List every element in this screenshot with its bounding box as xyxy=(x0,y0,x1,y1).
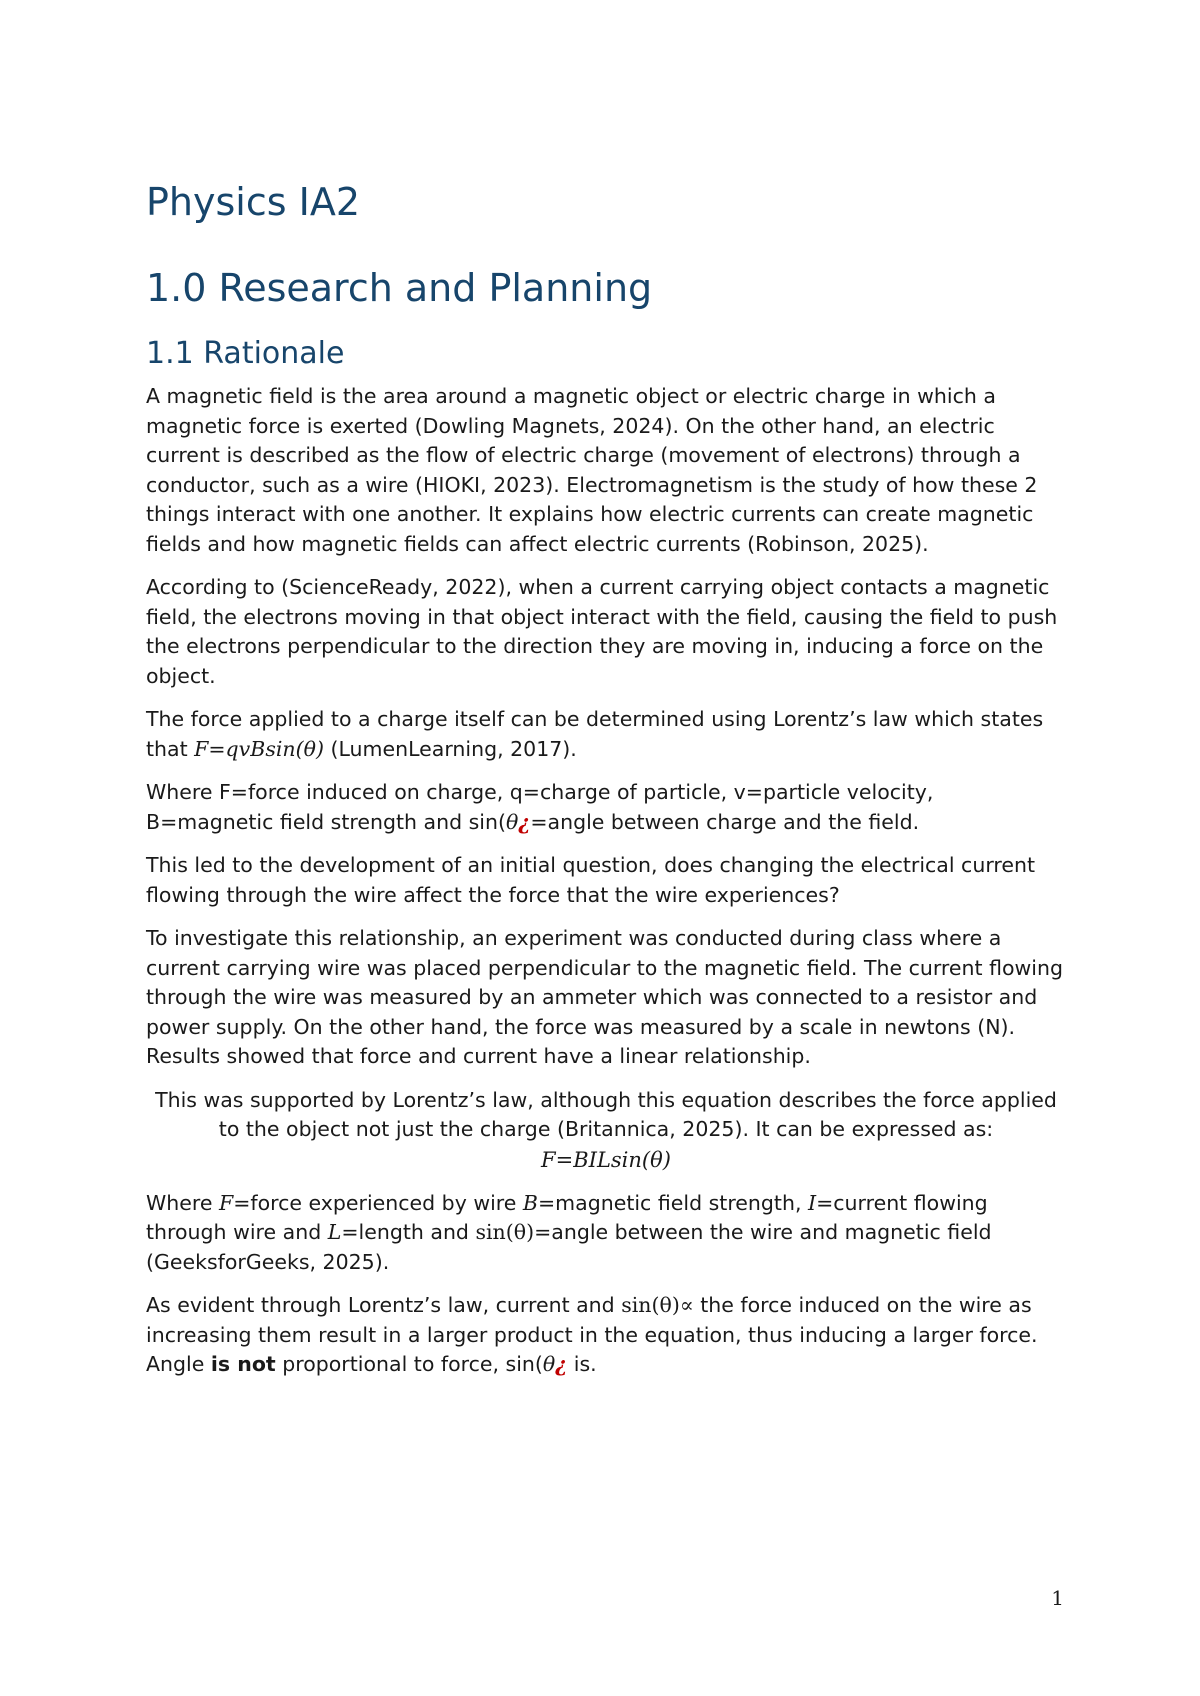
document-title: Physics IA2 xyxy=(146,180,360,224)
text-run: As evident through Lorentz’s law, current and xyxy=(146,1293,622,1317)
text-run: =force experienced by wire xyxy=(233,1190,523,1215)
section-heading-1: 1.0 Research and Planning xyxy=(146,266,653,310)
paragraph-1: A magnetic field is the area around a magnetic object or electric charge in which a magnetic force is exerted (Dowling Magnets, 2024). On the other hand, an electric current is described as the flow of electric charge (movement of electrons) through a conductor, such as a wire (HIOKI, 2023). Electromagnetism is the study of how these 2 things interact with one another. It explains how electric currents can create magnetic fields and how magnetic fields can affect electric currents (Robinson, 2025). xyxy=(146,384,1038,556)
text-run: proportional to force, sin( xyxy=(275,1352,543,1376)
render-error-glyph: ¿ xyxy=(518,809,531,834)
theta-symbol: θ xyxy=(542,1352,556,1376)
text-run: =angle between the wire and magnetic field (GeeksforGeeks, 2025). xyxy=(146,1220,992,1274)
text-run: is. xyxy=(567,1352,597,1376)
variable-b: B xyxy=(522,1190,538,1215)
text-run: (LumenLearning, 2017). xyxy=(323,736,577,761)
document-body xyxy=(146,178,1066,1394)
variable-f: F xyxy=(218,1190,234,1215)
theta-symbol: θ xyxy=(505,809,519,834)
text-run: =angle between charge and the field. xyxy=(530,809,920,834)
text-run: The force applied to a charge itself can be determined using Lorentz’s law which states that xyxy=(146,707,1044,761)
render-error-glyph: ¿ xyxy=(555,1352,568,1376)
section-heading-1-1: 1.1 Rationale xyxy=(146,336,345,371)
paragraph-5: This led to the development of an initial question, does changing the electrical current flowing through the wire affect the force that the wire experiences? xyxy=(146,853,1036,907)
paragraph-3 xyxy=(146,705,1066,764)
force-equation: F=BILsin(θ) xyxy=(541,1147,671,1172)
bold-emphasis: is not xyxy=(210,1352,276,1376)
sin-theta-proportional: sin(θ)∝ xyxy=(621,1293,694,1317)
paragraph-7: This was supported by Lorentz’s law, although this equation describes the force applied to the object not just the charge (Britannica, 2025). It can be expressed as: xyxy=(155,1087,1057,1141)
paragraph-9 xyxy=(146,1291,1066,1380)
sin-theta: sin(θ) xyxy=(475,1220,535,1244)
text-run: Where F=force induced on charge, q=charge of particle, v=particle velocity, B=magnetic field strength and sin( xyxy=(146,780,934,834)
text-run: the force induced on the wire as increasing them result in a larger product in the equation, thus inducing a larger force. Angle xyxy=(146,1293,1038,1376)
paragraph-6: To investigate this relationship, an experiment was conducted during class where a current carrying wire was placed perpendicular to the magnetic field. The current flowing through the wire was measured by an ammeter which was connected to a resistor and power supply. On the other hand, the force was measured by a scale in newtons (N). Results showed that force and current have a linear relationship. xyxy=(146,926,1063,1068)
variable-l: L xyxy=(327,1220,342,1244)
variable-i: I xyxy=(807,1190,817,1215)
page-number: 1 xyxy=(1051,1586,1064,1610)
lorentz-equation-inline: F=qvBsin(θ) xyxy=(194,736,324,761)
text-run: =magnetic field strength, xyxy=(538,1190,808,1215)
paragraph-8 xyxy=(146,1189,1066,1278)
text-run: Where xyxy=(146,1190,219,1215)
paragraph-2: According to (ScienceReady, 2022), when a current carrying object contacts a magnetic field, the electrons moving in that object interact with the field, causing the field to push the electrons perpendicular to the direction they are moving in, inducing a force on the object. xyxy=(146,575,1058,688)
paragraph-4 xyxy=(146,778,1066,837)
text-run: =length and xyxy=(341,1220,476,1244)
text-run: =current flowing through wire and xyxy=(146,1190,988,1244)
